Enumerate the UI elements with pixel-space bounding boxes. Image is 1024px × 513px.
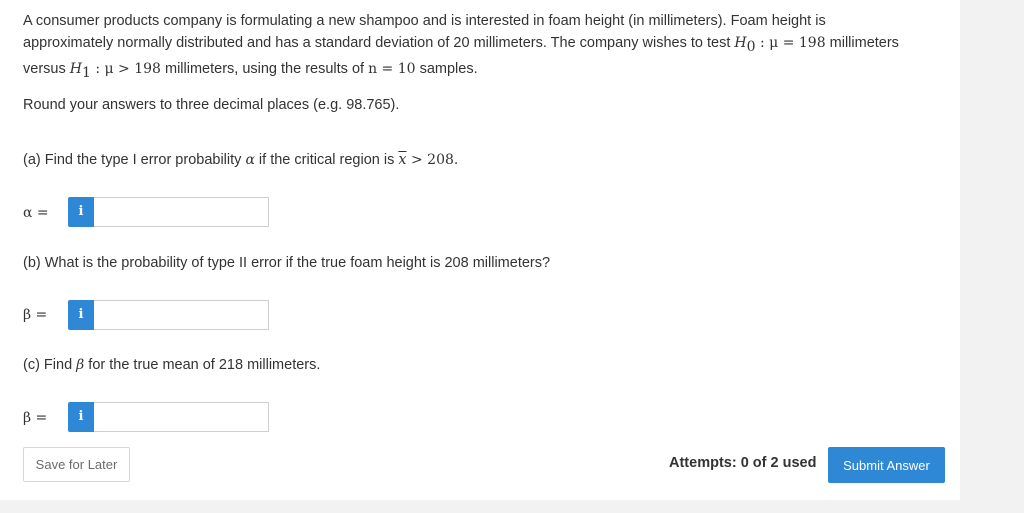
beta-label: β = <box>23 410 48 426</box>
part-a-question <box>23 152 458 168</box>
part-c-question <box>23 357 320 373</box>
xbar-symbol: $\overline{x}$ <box>398 152 407 168</box>
part-a-text: (a) Find the type I error probability <box>23 152 246 168</box>
beta-218-answer-input[interactable] <box>94 402 269 432</box>
part-a-text: if the critical region is <box>254 152 399 168</box>
problem-text: A consumer products company is formulating a new shampoo and is interested in foam height (in millimeters). Foam height is approximately normally distributed and has a standard deviation of 20 millimeters. The company wishes to test <box>23 13 826 51</box>
submit-answer-button[interactable]: Submit Answer <box>828 447 945 483</box>
problem-text: millimeters, using the results of <box>160 60 369 77</box>
null-hypothesis-symbol: H <box>734 35 747 51</box>
beta-label: β = <box>23 307 48 323</box>
alt-hypothesis-symbol: H <box>69 60 82 77</box>
alpha-label: α = <box>23 205 49 221</box>
problem-statement <box>23 10 903 84</box>
part-c-text: (c) Find <box>23 357 77 373</box>
info-icon[interactable]: i <box>68 300 94 330</box>
alpha-symbol: α <box>245 152 255 168</box>
info-icon[interactable]: i <box>68 197 94 227</box>
part-b-question: (b) What is the probability of type II error if the true foam height is 208 millimeters? <box>23 255 551 271</box>
null-hypothesis-subscript: 0 <box>746 38 756 55</box>
null-hypothesis-value: : μ = 198 <box>755 35 826 51</box>
attempts-counter: Attempts: 0 of 2 used <box>669 455 817 471</box>
part-c-text: for the true mean of 218 millimeters. <box>84 357 321 373</box>
problem-text: millimeters versus <box>23 35 899 77</box>
problem-text: samples. <box>415 60 478 77</box>
alt-hypothesis-subscript: 1 <box>81 64 91 81</box>
rounding-instruction: Round your answers to three decimal places (e.g. 98.765). <box>23 97 400 113</box>
beta-symbol: β <box>76 357 85 373</box>
alt-hypothesis-value: : μ > 198 <box>90 60 161 77</box>
alpha-answer-input[interactable] <box>94 197 269 227</box>
info-icon[interactable]: i <box>68 402 94 432</box>
critical-value: > 208. <box>406 152 459 168</box>
save-for-later-button[interactable]: Save for Later <box>23 447 130 482</box>
sample-size: n = 10 <box>368 60 416 77</box>
beta-208-answer-input[interactable] <box>94 300 269 330</box>
